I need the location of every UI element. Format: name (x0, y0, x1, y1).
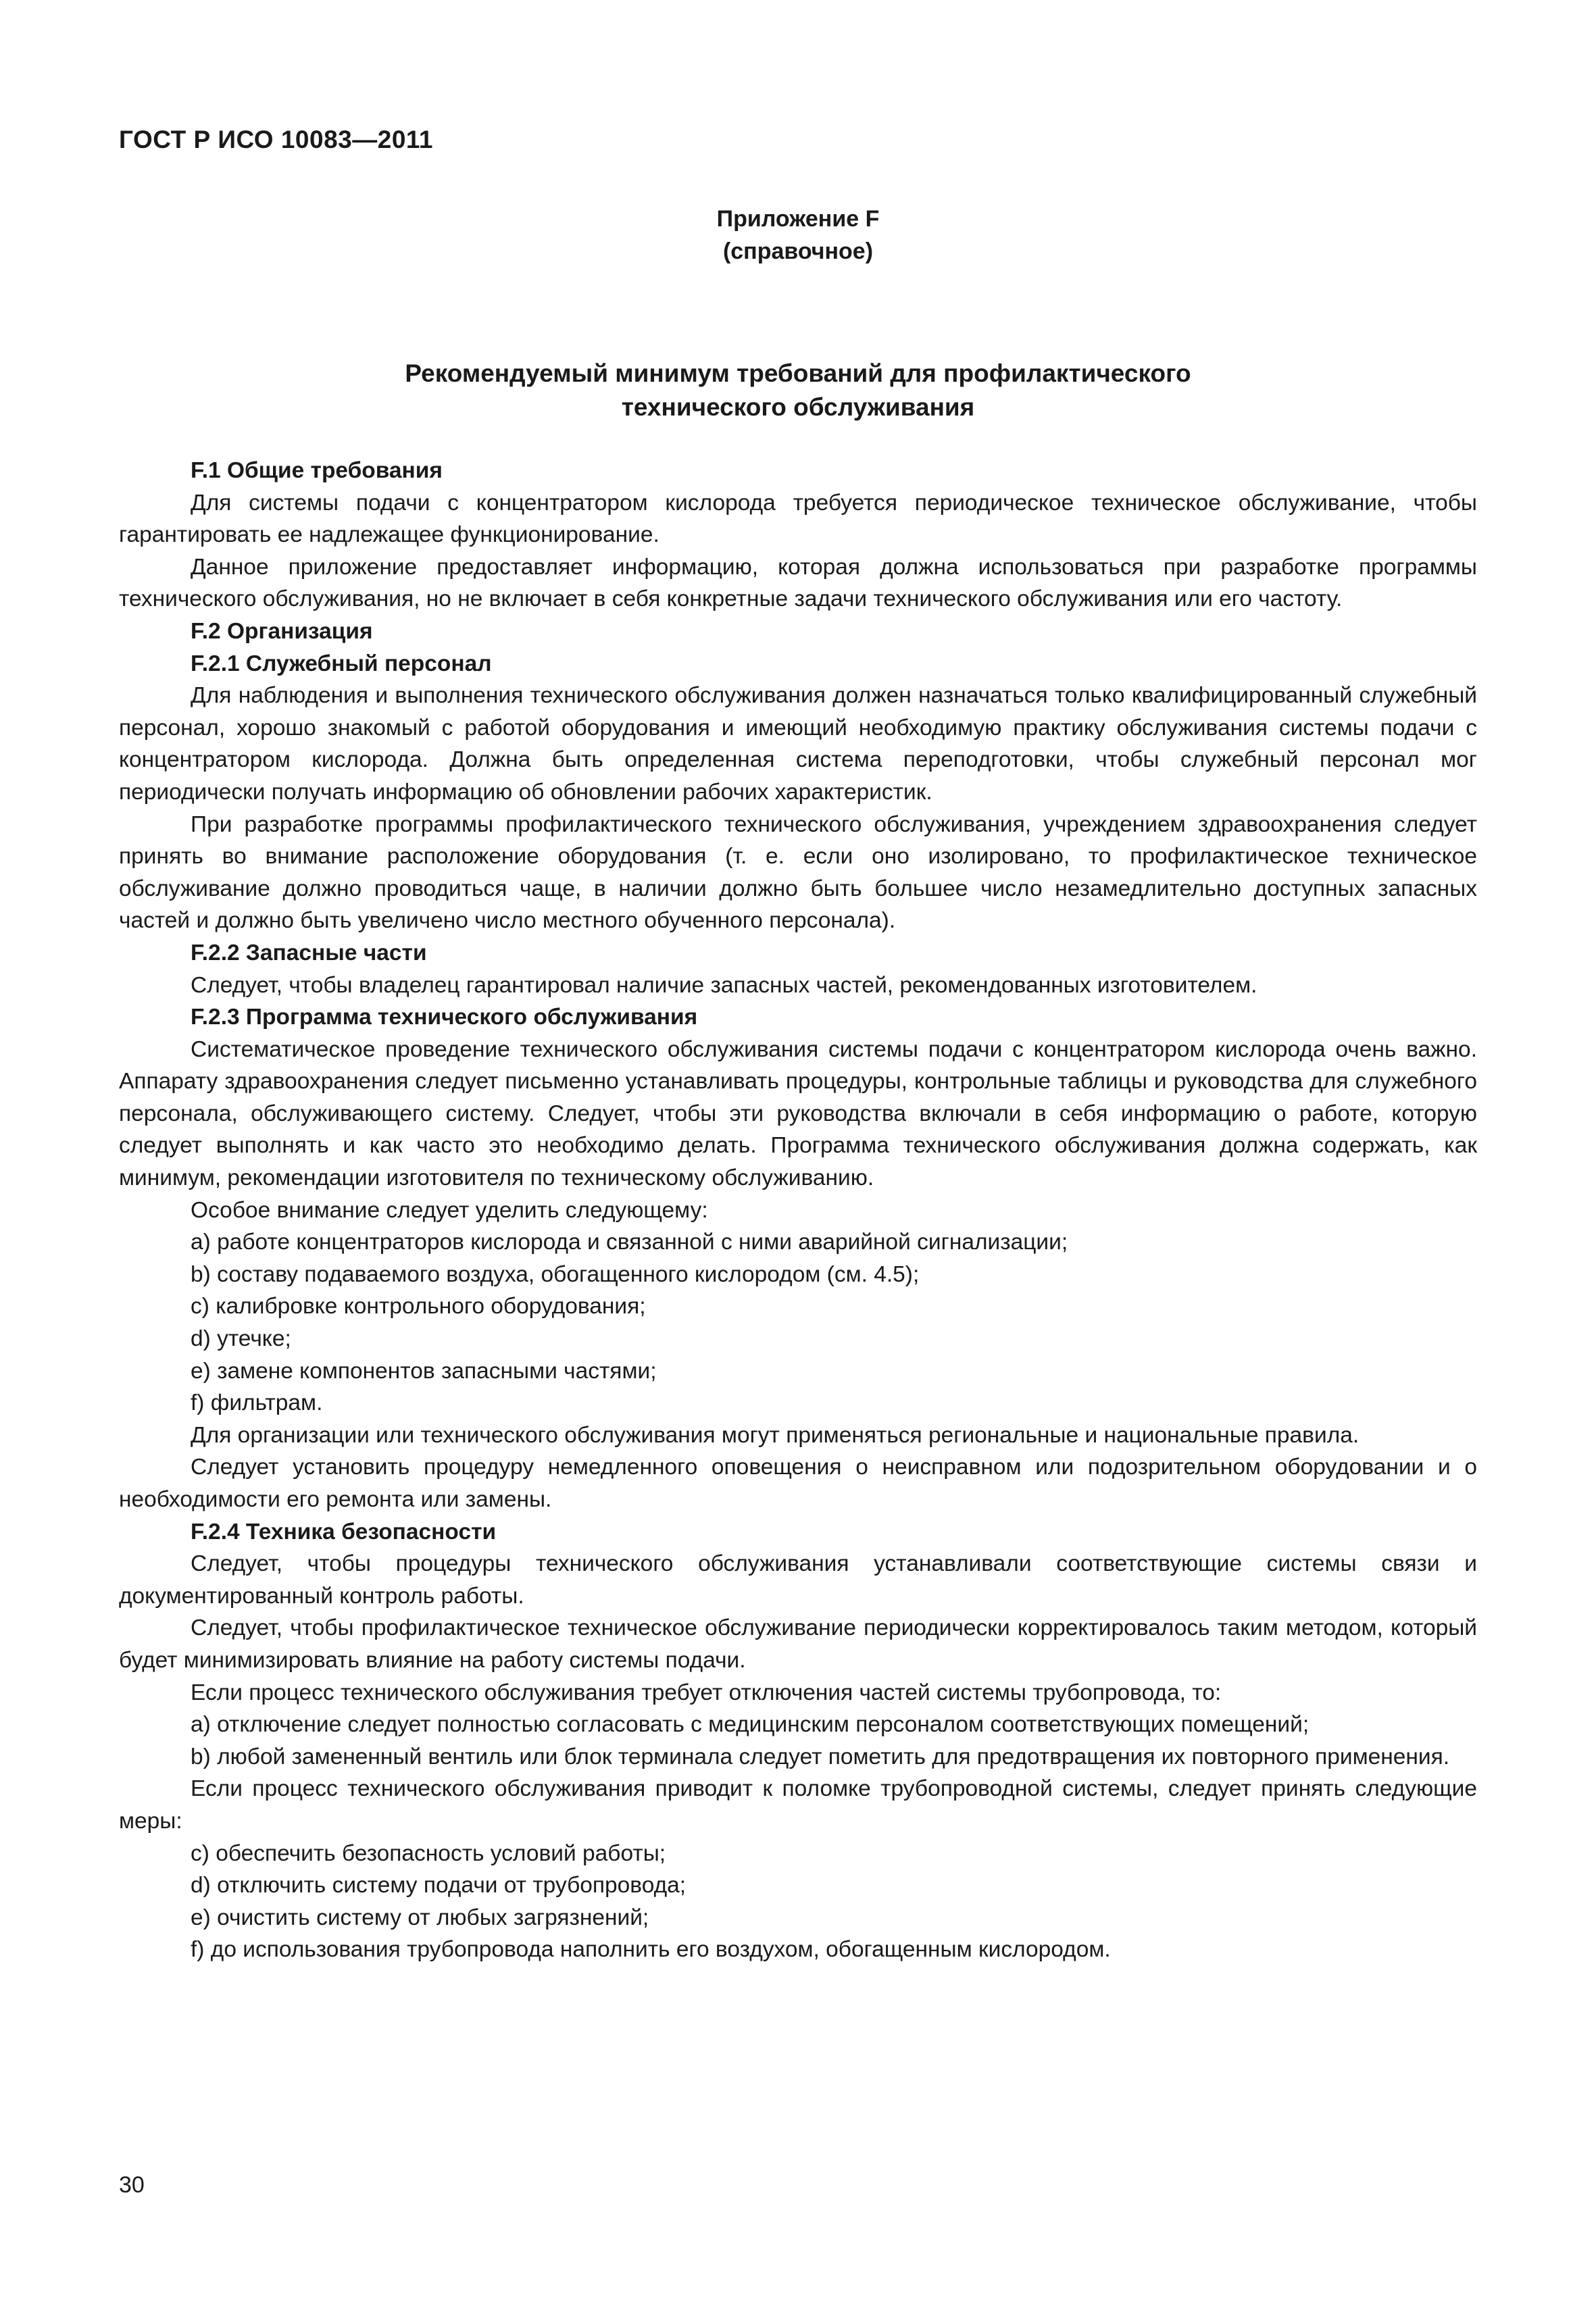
annex-status: (справочное) (722, 238, 874, 264)
list-item: b) составу подаваемого воздуха, обогащенного кислородом (см. 4.5); (191, 1261, 920, 1287)
paragraph: Следует, чтобы процедуры технического обслуживания устанавливали соответствующие системы связи и документированный контроль работы. (119, 1551, 1477, 1609)
paragraph: Если процесс технического обслуживания требует отключения частей системы трубопровода, то: (191, 1680, 1222, 1705)
list-item: a) отключение следует полностью согласовать с медицинским персоналом соответствующих помещений; (191, 1712, 1310, 1738)
standard-code: ГОСТ Р ИСО 10083—2011 (119, 126, 434, 153)
section-heading-f1: F.1 Общие требования (191, 458, 443, 483)
section-heading-f2-3: F.2.3 Программа технического обслуживания (191, 1005, 698, 1030)
list-item: b) любой замененный вентиль или блок терминала следует пометить для предотвращения их повторного применения. (191, 1744, 1450, 1769)
paragraph: Для системы подачи с концентратором кислорода требуется периодическое техническое обслуживание, чтобы гарантировать ее надлежащее функционирование. (119, 490, 1477, 548)
page-number: 30 (119, 2172, 145, 2198)
paragraph: Данное приложение предоставляет информацию, которая должна использоваться при разработке программы технического обслуживания, но не включает в себя конкретные задачи технического обслуживания или его частоту. (119, 554, 1477, 612)
annex-main-title (0, 357, 1596, 424)
list-item: e) очистить систему от любых загрязнений; (191, 1905, 649, 1930)
list-item: e) замене компонентов запасными частями; (191, 1358, 657, 1384)
paragraph: Следует, чтобы профилактическое техническое обслуживание периодически корректировалось таким методом, который будет минимизировать влияние на работу системы подачи. (119, 1615, 1477, 1673)
document-body (119, 455, 1477, 1966)
annex-main-title-line-2: технического обслуживания (621, 393, 975, 421)
paragraph: Следует, чтобы владелец гарантировал наличие запасных частей, рекомендованных изготовителем. (191, 972, 1257, 998)
annex-heading (0, 203, 1596, 268)
section-heading-f2-1: F.2.1 Служебный персонал (191, 651, 492, 676)
list-item: f) до использования трубопровода наполнить его воздухом, обогащенным кислородом. (191, 1937, 1111, 1963)
section-heading-f2: F.2 Организация (191, 618, 373, 644)
paragraph: Следует установить процедуру немедленного оповещения о неисправном или подозрительном оборудовании и о необходимости его ремонта или замены. (119, 1455, 1477, 1512)
section-heading-f2-4: F.2.4 Техника безопасности (191, 1519, 497, 1544)
list-item: d) утечке; (191, 1326, 291, 1352)
list-item: d) отключить систему подачи от трубопровода; (191, 1873, 687, 1898)
paragraph: Для наблюдения и выполнения технического обслуживания должен назначаться только квалифицированный служебный персонал, хорошо знакомый с работой оборудования и имеющий необходимую практику обслуживания системы подачи с концентратором кислорода. Должна быть определенная система переподготовки, чтобы служебный персонал мог периодически получать информацию об обновлении рабочих характеристик. (119, 683, 1477, 805)
list-item: a) работе концентраторов кислорода и связанной с ними аварийной сигнализации; (191, 1230, 1068, 1255)
paragraph: Особое внимание следует уделить следующему: (191, 1197, 708, 1223)
list-item: c) калибровке контрольного оборудования; (191, 1294, 646, 1319)
annex-title: Приложение F (716, 206, 880, 232)
paragraph: Если процесс технического обслуживания приводит к поломке трубопроводной системы, следует принять следующие меры: (119, 1776, 1477, 1834)
annex-main-title-line-1: Рекомендуемый минимум требований для профилактического (405, 359, 1191, 387)
paragraph: Систематическое проведение технического обслуживания системы подачи с концентратором кислорода очень важно. Аппарату здравоохранения следует письменно устанавливать процедуры, контрольные таблицы и руководства для служебного персонала, обслуживающего систему. Следует, чтобы эти руководства включали в себя информацию о работе, которую следует выполнять и как часто это необходимо делать. Программа технического обслуживания должна содержать, как минимум, рекомендации изготовителя по техническому обслуживанию. (119, 1036, 1477, 1191)
paragraph: Для организации или технического обслуживания могут применяться региональные и национальные правила. (191, 1422, 1360, 1448)
list-item: f) фильтрам. (191, 1390, 323, 1416)
paragraph: При разработке программы профилактического технического обслуживания, учреждением здравоохранения следует принять во внимание расположение оборудования (т. е. если оно изолировано, то профилактическое техническое обслуживание должно проводиться чаще, в наличии должно быть большее число незамедлительно доступных запасных частей и должно быть увеличено число местного обученного персонала). (119, 811, 1477, 934)
list-item: c) обеспечить безопасность условий работы; (191, 1840, 666, 1866)
section-heading-f2-2: F.2.2 Запасные части (191, 940, 427, 965)
